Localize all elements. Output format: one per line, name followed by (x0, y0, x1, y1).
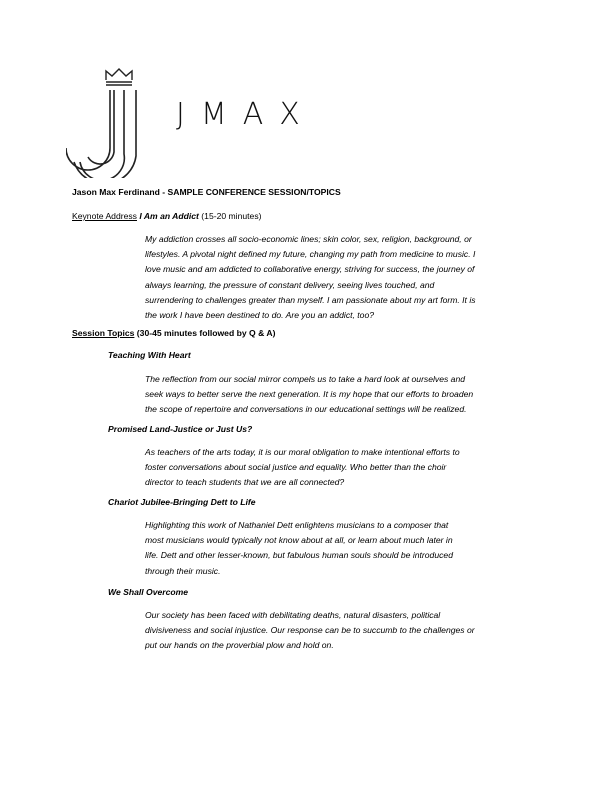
session-topics-note: (30-45 minutes followed by Q & A) (136, 328, 276, 338)
paragraph-line: foster conversations about social justice and equality. Who better than the choir (145, 462, 447, 473)
logo-wordmark: JMAX (176, 97, 316, 132)
paragraph-line: My addiction crosses all socio-economic lines; skin color, sex, religion, background, or (145, 234, 472, 244)
topic-title: Teaching With Heart (108, 350, 191, 360)
crown-jj-monogram-icon (66, 62, 156, 178)
paragraph-line: As teachers of the arts today, it is our moral obligation to make intentional efforts to (145, 447, 460, 457)
paragraph-line: love music and am addicted to collaborative energy, striving for success, the journey of (145, 264, 475, 275)
topic-title: Chariot Jubilee-Bringing Dett to Life (108, 497, 256, 507)
session-topics-heading (72, 328, 275, 338)
topic-description (145, 518, 545, 579)
paragraph-line: director to teach students that we are all connected? (145, 477, 345, 488)
paragraph-line: through their music. (145, 565, 221, 576)
paragraph-line: Highlighting this work of Nathaniel Dett enlightens musicians to a composer that (145, 520, 449, 530)
keynote-duration: (15-20 minutes) (201, 211, 262, 221)
paragraph-line: surrendering to challenges greater than myself. I am passionate about my art form. It is (145, 294, 476, 305)
paragraph-line: Our society has been faced with debilitating deaths, natural disasters, political (145, 610, 441, 620)
paragraph-line: seek ways to better serve the next generation. It is my hope that our efforts to broaden (145, 389, 474, 400)
keynote-description (145, 232, 545, 323)
paragraph-line: most musicians would typically not know about at all, or learn about much later in (145, 535, 453, 546)
keynote-title: I Am an Addict (139, 211, 199, 221)
paragraph-line: lifestyles. A pivotal night defined my future, changing my path from medicine to music. I (145, 249, 476, 260)
topic-description (145, 608, 545, 654)
paragraph-line: divisiveness and social injustice. Our response can be to succumb to the challenges or (145, 625, 475, 636)
topic-title: We Shall Overcome (108, 587, 189, 597)
document-title: Jason Max Ferdinand - SAMPLE CONFERENCE SESSION/TOPICS (72, 187, 341, 197)
paragraph-line: life. Dett and other lesser-known, but fabulous human souls should be introduced (145, 550, 453, 561)
topic-title: Promised Land-Justice or Just Us? (108, 424, 253, 434)
topic-description (145, 372, 545, 418)
paragraph-line: always learning, the pressure of constant delivery, seeing lives touched, and (145, 279, 435, 290)
keynote-label: Keynote Address (72, 211, 137, 221)
paragraph-line: The reflection from our social mirror compels us to take a hard look at ourselves and (145, 374, 466, 384)
session-topics-label: Session Topics (72, 328, 135, 338)
keynote-heading (72, 211, 261, 221)
topic-description (145, 445, 545, 491)
paragraph-line: the scope of repertoire and conversations in our educational settings will be realized. (145, 404, 467, 415)
paragraph-line: the work I have been destined to do. Are you an addict, too? (145, 310, 375, 321)
paragraph-line: put our hands on the proverbial plow and hold on. (145, 640, 334, 651)
